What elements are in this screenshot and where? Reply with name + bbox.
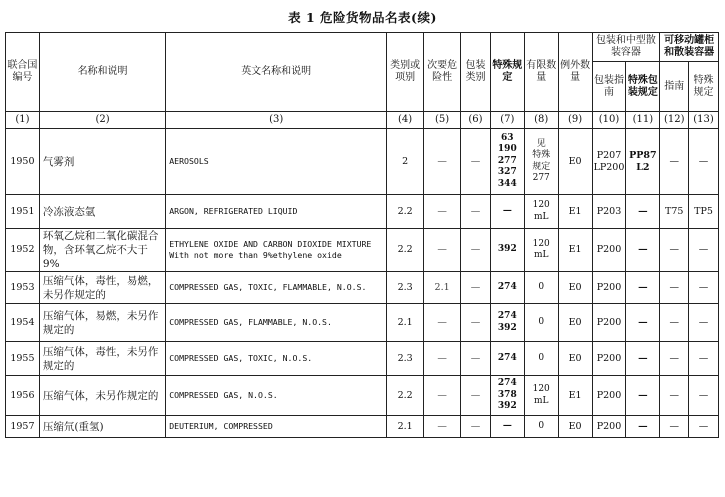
- column-number: (7): [490, 112, 524, 129]
- column-number: (2): [39, 112, 165, 129]
- table-row: [6, 272, 719, 304]
- name-cn-cell: 压缩气体，未另作规定的: [39, 376, 165, 416]
- tank-special-cell: —: [689, 376, 719, 416]
- special-provisions-cell: 63 190 277 327 344: [490, 129, 524, 195]
- packing-group-cell: —: [461, 376, 491, 416]
- special-packing-cell: —: [626, 416, 660, 438]
- header-row-1: [6, 33, 719, 62]
- column-number: (5): [424, 112, 461, 129]
- tank-instructions-cell: —: [660, 272, 689, 304]
- limited-qty-cell: 120 mL: [524, 376, 558, 416]
- tank-special-cell: —: [689, 129, 719, 195]
- name-en-cell: AEROSOLS: [166, 129, 387, 195]
- packing-group-cell: —: [461, 342, 491, 376]
- header-class: 类别或项别: [387, 33, 424, 112]
- special-packing-cell: —: [626, 376, 660, 416]
- special-provisions-cell: 392: [490, 229, 524, 272]
- packing-instructions-cell: P200: [592, 416, 626, 438]
- table-title: 表 1 危险货物品名表(续): [288, 10, 437, 25]
- table-row: [6, 129, 719, 195]
- special-provisions-cell: —: [490, 416, 524, 438]
- special-packing-cell: —: [626, 272, 660, 304]
- packing-group-cell: —: [461, 304, 491, 342]
- un-no-cell: 1951: [6, 195, 40, 229]
- header-un-no: 联合国编号: [6, 33, 40, 112]
- excepted-qty-cell: E0: [558, 416, 592, 438]
- name-cn-cell: 冷冻液态氩: [39, 195, 165, 229]
- packing-instructions-cell: P200: [592, 229, 626, 272]
- column-number-row: [6, 112, 719, 129]
- packing-group-cell: —: [461, 229, 491, 272]
- special-packing-cell: —: [626, 229, 660, 272]
- excepted-qty-cell: E1: [558, 376, 592, 416]
- packing-instructions-cell: P200: [592, 272, 626, 304]
- packing-instructions-cell: P207 LP200: [592, 129, 626, 195]
- class-cell: 2.2: [387, 229, 424, 272]
- tank-instructions-cell: —: [660, 129, 689, 195]
- class-cell: 2.2: [387, 376, 424, 416]
- name-en-cell: ETHYLENE OXIDE AND CARBON DIOXIDE MIXTURE With not more than 9%ethylene oxide: [166, 229, 387, 272]
- name-cn-cell: 压缩气体，毒性，未另作规定的: [39, 342, 165, 376]
- excepted-qty-cell: E0: [558, 272, 592, 304]
- special-provisions-cell: —: [490, 195, 524, 229]
- subsidiary-cell: —: [424, 304, 461, 342]
- subsidiary-cell: —: [424, 229, 461, 272]
- subsidiary-cell: —: [424, 416, 461, 438]
- un-no-cell: 1955: [6, 342, 40, 376]
- class-cell: 2.2: [387, 195, 424, 229]
- tank-instructions-cell: T75: [660, 195, 689, 229]
- tank-instructions-cell: —: [660, 376, 689, 416]
- name-cn-cell: 环氧乙烷和二氧化碳混合物，含环氧乙烷不大于9%: [39, 229, 165, 272]
- table-row: [6, 416, 719, 438]
- table-row: [6, 229, 719, 272]
- packing-instructions-cell: P200: [592, 304, 626, 342]
- excepted-qty-cell: E0: [558, 342, 592, 376]
- special-packing-cell: —: [626, 304, 660, 342]
- table-row: [6, 376, 719, 416]
- special-packing-cell: —: [626, 195, 660, 229]
- name-cn-cell: 压缩氘(重氢): [39, 416, 165, 438]
- excepted-qty-cell: E0: [558, 129, 592, 195]
- header-excepted-qty: 例外数量: [558, 33, 592, 112]
- limited-qty-cell: 0: [524, 304, 558, 342]
- limited-qty-cell: 0: [524, 272, 558, 304]
- column-number: (8): [524, 112, 558, 129]
- column-number: (3): [166, 112, 387, 129]
- name-cn-cell: 压缩气体，易燃，未另作规定的: [39, 304, 165, 342]
- packing-group-cell: —: [461, 195, 491, 229]
- subsidiary-cell: 2.1: [424, 272, 461, 304]
- table-row: [6, 195, 719, 229]
- name-en-cell: COMPRESSED GAS, TOXIC, N.O.S.: [166, 342, 387, 376]
- special-packing-cell: PP87 L2: [626, 129, 660, 195]
- header-limited-qty: 有限数量: [524, 33, 558, 112]
- table-row: [6, 304, 719, 342]
- limited-qty-cell: 见 特殊 规定 277: [524, 129, 558, 195]
- class-cell: 2.3: [387, 342, 424, 376]
- special-provisions-cell: 274 378 392: [490, 376, 524, 416]
- column-number: (10): [592, 112, 626, 129]
- packing-instructions-cell: P203: [592, 195, 626, 229]
- subsidiary-cell: —: [424, 129, 461, 195]
- limited-qty-cell: 0: [524, 342, 558, 376]
- class-cell: 2.3: [387, 272, 424, 304]
- table-row: [6, 342, 719, 376]
- tank-instructions-cell: —: [660, 342, 689, 376]
- tank-special-cell: —: [689, 229, 719, 272]
- tank-special-cell: —: [689, 416, 719, 438]
- tank-special-cell: —: [689, 304, 719, 342]
- packing-instructions-cell: P200: [592, 376, 626, 416]
- un-no-cell: 1952: [6, 229, 40, 272]
- header-subsidiary: 次要危险性: [424, 33, 461, 112]
- limited-qty-cell: 120 mL: [524, 229, 558, 272]
- un-no-cell: 1953: [6, 272, 40, 304]
- special-provisions-cell: 274: [490, 272, 524, 304]
- special-provisions-cell: 274: [490, 342, 524, 376]
- tank-special-cell: TP5: [689, 195, 719, 229]
- header-special-provisions: 特殊规定: [490, 33, 524, 112]
- special-packing-cell: —: [626, 342, 660, 376]
- header-packing-group: 包装类别: [461, 33, 491, 112]
- class-cell: 2.1: [387, 304, 424, 342]
- tank-instructions-cell: —: [660, 416, 689, 438]
- header-name-cn: 名称和说明: [39, 33, 165, 112]
- excepted-qty-cell: E1: [558, 229, 592, 272]
- tank-instructions-cell: —: [660, 229, 689, 272]
- packing-instructions-cell: P200: [592, 342, 626, 376]
- column-number: (1): [6, 112, 40, 129]
- header-special-packing: 特殊包装规定: [626, 62, 660, 112]
- header-name-en: 英文名称和说明: [166, 33, 387, 112]
- header-tank: 可移动罐柜和散装容器: [660, 33, 719, 62]
- limited-qty-cell: 0: [524, 416, 558, 438]
- column-number: (4): [387, 112, 424, 129]
- class-cell: 2.1: [387, 416, 424, 438]
- packing-group-cell: —: [461, 272, 491, 304]
- special-provisions-cell: 274 392: [490, 304, 524, 342]
- subsidiary-cell: —: [424, 342, 461, 376]
- name-cn-cell: 气雾剂: [39, 129, 165, 195]
- un-no-cell: 1950: [6, 129, 40, 195]
- name-cn-cell: 压缩气体，毒性，易燃，未另作规定的: [39, 272, 165, 304]
- excepted-qty-cell: E0: [558, 304, 592, 342]
- excepted-qty-cell: E1: [558, 195, 592, 229]
- column-number: (9): [558, 112, 592, 129]
- subsidiary-cell: —: [424, 376, 461, 416]
- column-number: (13): [689, 112, 719, 129]
- column-number: (11): [626, 112, 660, 129]
- table-body: [6, 129, 719, 438]
- un-no-cell: 1954: [6, 304, 40, 342]
- tank-instructions-cell: —: [660, 304, 689, 342]
- column-number: (12): [660, 112, 689, 129]
- name-en-cell: COMPRESSED GAS, FLAMMABLE, N.O.S.: [166, 304, 387, 342]
- header-tank-instructions: 指南: [660, 62, 689, 112]
- header-packing-instructions: 包装指南: [592, 62, 626, 112]
- header-tank-special: 特殊规定: [689, 62, 719, 112]
- name-en-cell: ARGON, REFRIGERATED LIQUID: [166, 195, 387, 229]
- packing-group-cell: —: [461, 129, 491, 195]
- un-no-cell: 1956: [6, 376, 40, 416]
- name-en-cell: COMPRESSED GAS, TOXIC, FLAMMABLE, N.O.S.: [166, 272, 387, 304]
- tank-special-cell: —: [689, 342, 719, 376]
- packing-group-cell: —: [461, 416, 491, 438]
- limited-qty-cell: 120 mL: [524, 195, 558, 229]
- name-en-cell: DEUTERIUM, COMPRESSED: [166, 416, 387, 438]
- column-number: (6): [461, 112, 491, 129]
- dangerous-goods-table: [5, 32, 719, 438]
- class-cell: 2: [387, 129, 424, 195]
- header-packaging-ibc: 包装和中型散装容器: [592, 33, 660, 62]
- name-en-cell: COMPRESSED GAS, N.O.S.: [166, 376, 387, 416]
- subsidiary-cell: —: [424, 195, 461, 229]
- un-no-cell: 1957: [6, 416, 40, 438]
- tank-special-cell: —: [689, 272, 719, 304]
